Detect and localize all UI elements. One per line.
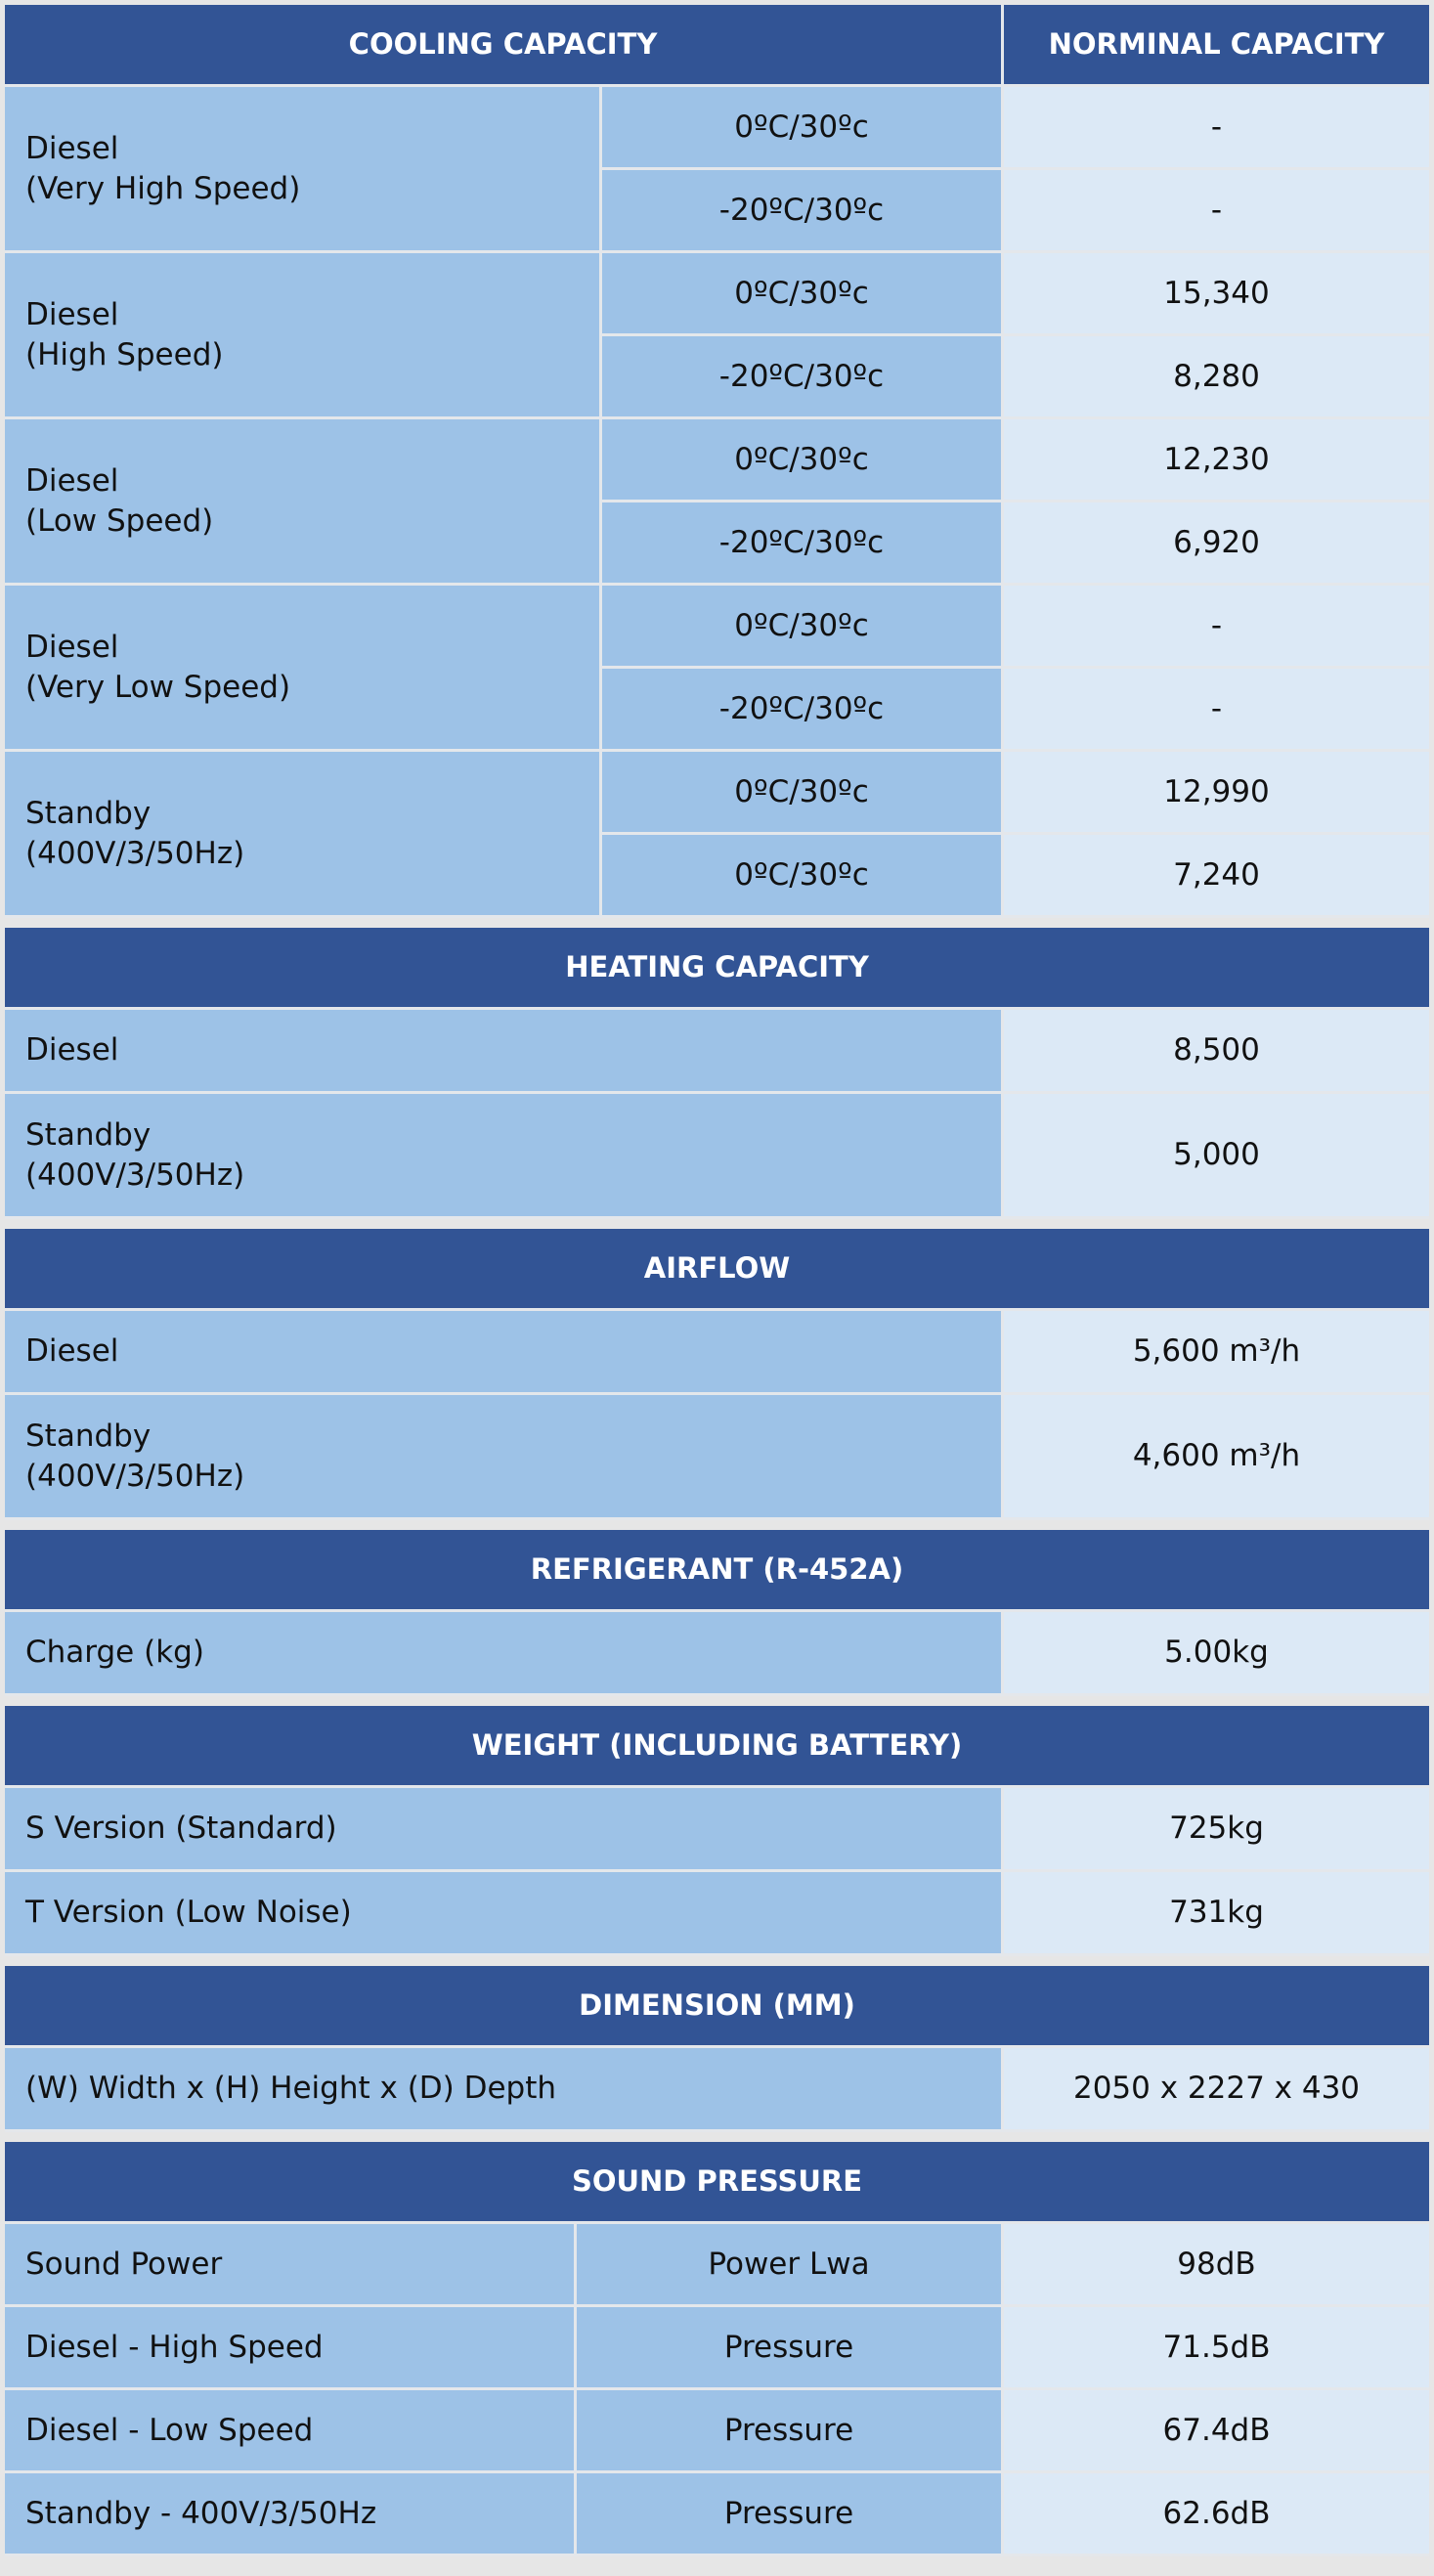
sound-value: 67.4dB bbox=[1004, 2390, 1429, 2473]
mode-line: Diesel bbox=[25, 462, 119, 499]
temperature-condition: 0ºC/30ºc bbox=[602, 253, 1004, 336]
airflow-table bbox=[5, 1229, 1429, 1520]
weight-header: WEIGHT (INCLUDING BATTERY) bbox=[5, 1706, 1429, 1788]
weight-version-label: T Version (Low Noise) bbox=[5, 1872, 1004, 1956]
sound-value: 71.5dB bbox=[1004, 2307, 1429, 2390]
capacity-value: 7,240 bbox=[1004, 835, 1429, 918]
refrigerant-charge-value: 5.00kg bbox=[1004, 1612, 1429, 1696]
cooling-capacity-header: COOLING CAPACITY bbox=[5, 5, 1004, 87]
section-gap bbox=[5, 1956, 1429, 1966]
mode-line: (400V/3/50Hz) bbox=[25, 1157, 245, 1193]
spec-sheet bbox=[5, 5, 1429, 2556]
dimension-value: 2050 x 2227 x 430 bbox=[1004, 2048, 1429, 2132]
capacity-value: 6,920 bbox=[1004, 502, 1429, 586]
mode-line: (Low Speed) bbox=[25, 502, 214, 539]
heating-value: 5,000 bbox=[1004, 1094, 1429, 1219]
sound-value: 62.6dB bbox=[1004, 2473, 1429, 2556]
dimension-table bbox=[5, 1966, 1429, 2132]
temperature-condition: 0ºC/30ºc bbox=[602, 752, 1004, 835]
mode-line: (400V/3/50Hz) bbox=[25, 1458, 245, 1494]
mode-line: Standby bbox=[25, 1116, 152, 1153]
capacity-value: 15,340 bbox=[1004, 253, 1429, 336]
mode-line: (High Speed) bbox=[25, 336, 224, 372]
airflow-value: 4,600 m³/h bbox=[1004, 1395, 1429, 1520]
cooling-mode-label bbox=[5, 419, 602, 586]
weight-version-label: S Version (Standard) bbox=[5, 1788, 1004, 1872]
capacity-value: - bbox=[1004, 669, 1429, 752]
mode-line: Standby bbox=[25, 795, 152, 831]
cooling-capacity-table bbox=[5, 5, 1429, 918]
sound-pressure-table bbox=[5, 2142, 1429, 2556]
mode-line: (Very High Speed) bbox=[25, 170, 301, 206]
sound-source-label: Diesel - High Speed bbox=[5, 2307, 577, 2390]
temperature-condition: -20ºC/30ºc bbox=[602, 502, 1004, 586]
mode-line: Diesel bbox=[25, 629, 119, 665]
section-gap bbox=[5, 1696, 1429, 1706]
weight-table bbox=[5, 1706, 1429, 1956]
dimension-header: DIMENSION (MM) bbox=[5, 1966, 1429, 2048]
heating-capacity-table bbox=[5, 928, 1429, 1219]
heating-mode-label: Diesel bbox=[5, 1010, 1004, 1094]
temperature-condition: -20ºC/30ºc bbox=[602, 669, 1004, 752]
dimension-label: (W) Width x (H) Height x (D) Depth bbox=[5, 2048, 1004, 2132]
heating-value: 8,500 bbox=[1004, 1010, 1429, 1094]
sound-pressure-header: SOUND PRESSURE bbox=[5, 2142, 1429, 2224]
sound-measure-type: Pressure bbox=[577, 2307, 1004, 2390]
sound-source-label: Diesel - Low Speed bbox=[5, 2390, 577, 2473]
sound-source-label: Standby - 400V/3/50Hz bbox=[5, 2473, 577, 2556]
sound-value: 98dB bbox=[1004, 2224, 1429, 2307]
refrigerant-header: REFRIGERANT (R-452A) bbox=[5, 1530, 1429, 1612]
temperature-condition: -20ºC/30ºc bbox=[602, 170, 1004, 253]
sound-measure-type: Pressure bbox=[577, 2390, 1004, 2473]
airflow-header: AIRFLOW bbox=[5, 1229, 1429, 1311]
section-gap bbox=[5, 918, 1429, 928]
capacity-value: 12,990 bbox=[1004, 752, 1429, 835]
heating-capacity-header: HEATING CAPACITY bbox=[5, 928, 1429, 1010]
section-gap bbox=[5, 2132, 1429, 2142]
weight-value: 725kg bbox=[1004, 1788, 1429, 1872]
section-gap bbox=[5, 1219, 1429, 1229]
capacity-value: 12,230 bbox=[1004, 419, 1429, 502]
mode-line: Diesel bbox=[25, 130, 119, 166]
sound-measure-type: Pressure bbox=[577, 2473, 1004, 2556]
capacity-value: - bbox=[1004, 87, 1429, 170]
cooling-mode-label bbox=[5, 586, 602, 752]
weight-value: 731kg bbox=[1004, 1872, 1429, 1956]
cooling-mode-label bbox=[5, 253, 602, 419]
refrigerant-table bbox=[5, 1530, 1429, 1696]
sound-source-label: Sound Power bbox=[5, 2224, 577, 2307]
section-gap bbox=[5, 1520, 1429, 1530]
cooling-mode-label bbox=[5, 87, 602, 253]
temperature-condition: -20ºC/30ºc bbox=[602, 336, 1004, 419]
temperature-condition: 0ºC/30ºc bbox=[602, 87, 1004, 170]
temperature-condition: 0ºC/30ºc bbox=[602, 835, 1004, 918]
capacity-value: 8,280 bbox=[1004, 336, 1429, 419]
capacity-value: - bbox=[1004, 586, 1429, 669]
temperature-condition: 0ºC/30ºc bbox=[602, 586, 1004, 669]
mode-line: Diesel bbox=[25, 296, 119, 332]
heating-mode-label bbox=[5, 1094, 1004, 1219]
mode-line: (Very Low Speed) bbox=[25, 669, 291, 705]
sound-measure-type: Power Lwa bbox=[577, 2224, 1004, 2307]
capacity-value: - bbox=[1004, 170, 1429, 253]
mode-line: (400V/3/50Hz) bbox=[25, 835, 245, 871]
airflow-value: 5,600 m³/h bbox=[1004, 1311, 1429, 1395]
mode-line: Standby bbox=[25, 1418, 152, 1454]
airflow-mode-label bbox=[5, 1395, 1004, 1520]
airflow-mode-label: Diesel bbox=[5, 1311, 1004, 1395]
refrigerant-charge-label: Charge (kg) bbox=[5, 1612, 1004, 1696]
nominal-capacity-header: NORMINAL CAPACITY bbox=[1004, 5, 1429, 87]
temperature-condition: 0ºC/30ºc bbox=[602, 419, 1004, 502]
cooling-mode-label bbox=[5, 752, 602, 918]
